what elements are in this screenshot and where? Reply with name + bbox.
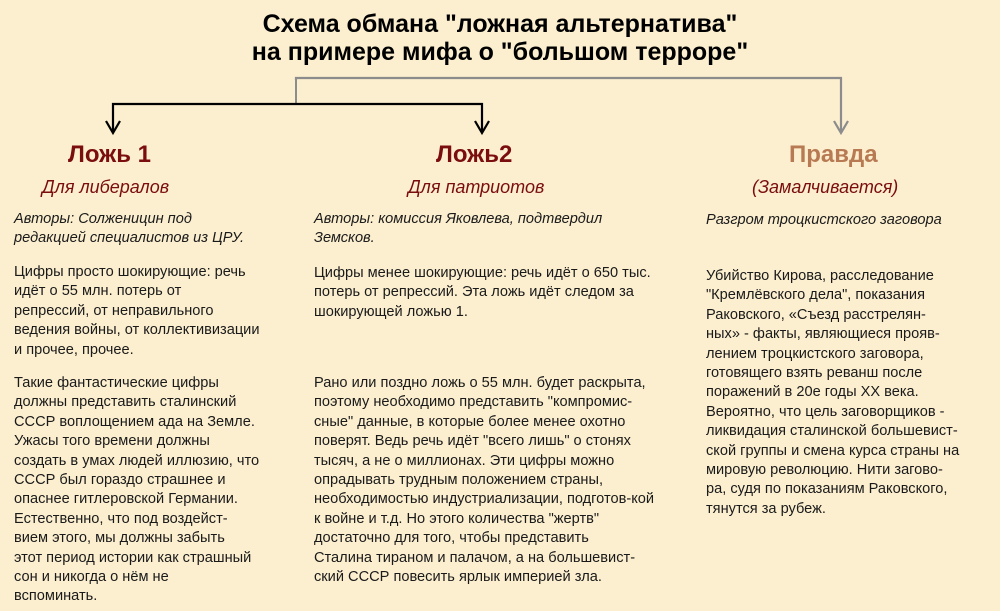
column-2-paragraph-2: Рано или поздно ложь о 55 млн. будет раскрыта, поэтому необходимо представить "компромис- сные" данные, в которые более менее охотно поверят. Ведь речь идёт "всего лишь" о стонях тысяч, а не о миллионах. Эти цифры можно опрадывать трудным положением страны, необходимостью индустриализации, подготов-кой к войне и т.д. Но этого количества "жертв" достаточно для того, чтобы представить Сталина тираном и палачом, а на большевист- ский СССР повесить ярлык империей зла. — [314, 375, 655, 586]
column-3-heading: Правда — [789, 141, 878, 168]
column-1-paragraph-2: Такие фантастические цифры должны представить сталинский СССР воплощением ада на Земле. Ужасы того времени должны создать в умах людей иллюзию, что СССР был гораздо страшнее и опаснее гитлеровской Германии. Естественно, что под воздейст- вием этого, мы должны забыть этот период истории как страшный сон и никогда о нём не вспоминать. — [14, 375, 260, 605]
column-1-paragraph-1: Цифры просто шокирующие: речь идёт о 55 млн. потерь от репрессий, от неправильного ведения войны, от коллективизации и прочее, прочее. — [14, 264, 260, 358]
diagram-title-line-1: Схема обмана "ложная альтернатива" — [262, 10, 738, 38]
column-2-heading: Ложь2 — [436, 141, 513, 168]
column-2-subheading: Для патриотов — [408, 177, 545, 197]
column-3-subheading: (Замалчивается) — [752, 177, 899, 197]
column-1-heading: Ложь 1 — [68, 141, 151, 168]
diagram-title-line-2: на примере мифа о "большом терроре" — [251, 38, 749, 66]
column-2-authors: Авторы: комиссия Яковлева, подтвердил Земсков. — [314, 211, 603, 247]
arrow-to-lie-2 — [296, 104, 482, 131]
column-1-authors: Авторы: Солженицин под редакцией специалистов из ЦРУ. — [14, 211, 245, 247]
column-2-paragraph-1: Цифры менее шокирующие: речь идёт о 650 тыс. потерь от репрессий. Эта ложь идёт следом за шокирующей ложью 1. — [314, 265, 651, 320]
column-3-authors: Разгром троцкистского заговора — [706, 212, 942, 228]
arrow-to-lie-1 — [113, 104, 296, 131]
column-3-paragraph-1: Убийство Кирова, расследование "Кремлёвского дела", показания Раковского, «Съезд расстрелян- ных» - факты, являющиеся прояв- лением троцкистского заговора, готовящего взять реванш после поражений в 20е годы XX века. Вероятно, что цель заговорщиков - ликвидация сталинской большевист- ской группы и смена курса страны на мировую революцию. Нити загово- ра, судя по показаниям Раковского, тянутся за рубеж. — [706, 268, 960, 517]
column-1-subheading: Для либералов — [42, 177, 170, 197]
